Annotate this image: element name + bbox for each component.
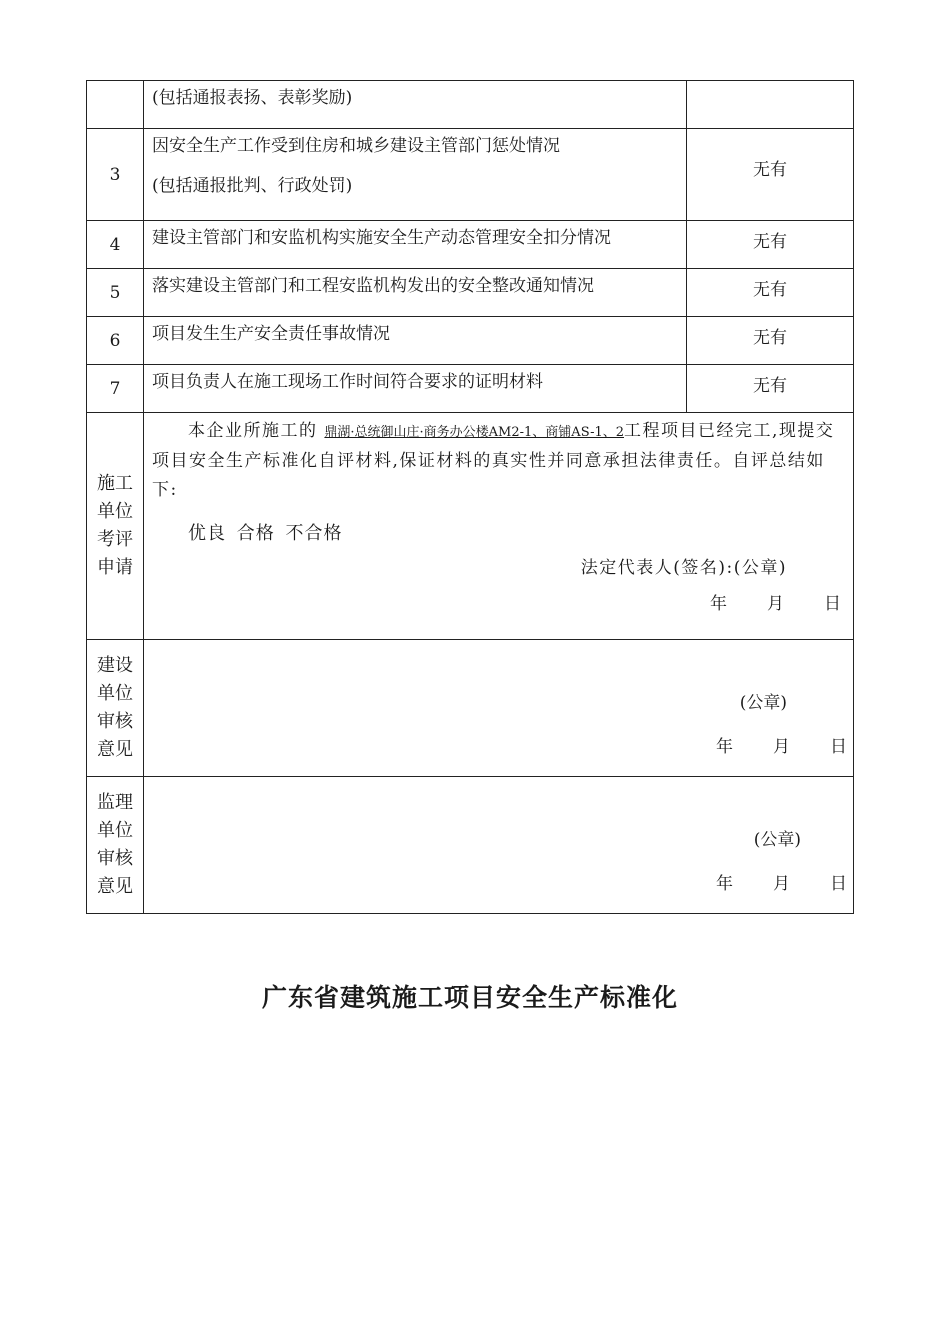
table-row bbox=[87, 365, 854, 413]
review-content bbox=[144, 777, 854, 914]
table-row bbox=[87, 221, 854, 269]
row-number: 7 bbox=[87, 365, 144, 413]
section-label: 建设 单位 审核 意见 bbox=[87, 640, 144, 777]
document-title: 广东省建筑施工项目安全生产标准化 bbox=[261, 983, 678, 1012]
statement-intro: 本企业所施工的 bbox=[188, 421, 318, 441]
item-description: 项目发生生产安全责任事故情况 bbox=[144, 317, 687, 365]
item-description: 项目负责人在施工现场工作时间符合要求的证明材料 bbox=[144, 365, 687, 413]
row-number: 6 bbox=[87, 317, 144, 365]
table-row-continuation bbox=[87, 81, 854, 129]
section-label: 施工 单位 考评 申请 bbox=[87, 413, 144, 640]
table-row bbox=[87, 129, 854, 221]
official-seal: (公章) bbox=[739, 693, 787, 713]
item-description: 建设主管部门和安监机构实施安全生产动态管理安全扣分情况 bbox=[144, 221, 687, 269]
review-content bbox=[144, 640, 854, 777]
item-result: 无有 bbox=[687, 269, 854, 317]
official-seal: (公章) bbox=[753, 830, 801, 850]
statement-rest: 工程项目已经完工,现提交项目安全生产标准化自评材料,保证材料的真实性并同意承担法律责任。自评总结如下: bbox=[152, 421, 835, 500]
rating-options bbox=[152, 519, 847, 548]
table-row bbox=[87, 269, 854, 317]
item-description-note: (包括通报批判、行政处罚) bbox=[152, 176, 353, 197]
table-row bbox=[87, 317, 854, 365]
date-line: 年 月 日 bbox=[716, 874, 847, 894]
construction-unit-application-row bbox=[87, 413, 854, 640]
row-number bbox=[87, 81, 144, 129]
assessment-table bbox=[86, 80, 854, 914]
date-line: 年 月 日 bbox=[710, 594, 841, 614]
date-line: 年 月 日 bbox=[716, 737, 847, 757]
item-result: 无有 bbox=[687, 221, 854, 269]
option-pass: 合格 bbox=[236, 523, 275, 544]
item-result bbox=[687, 81, 854, 129]
row-number: 3 bbox=[87, 129, 144, 221]
item-description: 落实建设主管部门和工程安监机构发出的安全整改通知情况 bbox=[144, 269, 687, 317]
application-content bbox=[144, 413, 854, 640]
item-description bbox=[144, 129, 687, 221]
item-result: 无有 bbox=[687, 365, 854, 413]
supervisor-review-row bbox=[87, 777, 854, 914]
project-name: 鼎湖·总统御山庄·商务办公楼AM2-1、商铺AS-1、2 bbox=[324, 425, 625, 440]
item-description-line: 因安全生产工作受到住房和城乡建设主管部门惩处情况 bbox=[152, 136, 560, 156]
option-fail: 不合格 bbox=[285, 523, 343, 544]
row-number: 4 bbox=[87, 221, 144, 269]
option-excellent: 优良 bbox=[188, 523, 226, 544]
item-result: 无有 bbox=[687, 129, 854, 221]
construction-owner-review-row bbox=[87, 640, 854, 777]
item-description: (包括通报表扬、表彰奖励) bbox=[144, 81, 687, 129]
section-label: 监理 单位 审核 意见 bbox=[87, 777, 144, 914]
application-statement bbox=[152, 417, 847, 505]
row-number: 5 bbox=[87, 269, 144, 317]
item-result: 无有 bbox=[687, 317, 854, 365]
legal-rep-signature: 法定代表人(签名):(公章) bbox=[580, 558, 787, 578]
